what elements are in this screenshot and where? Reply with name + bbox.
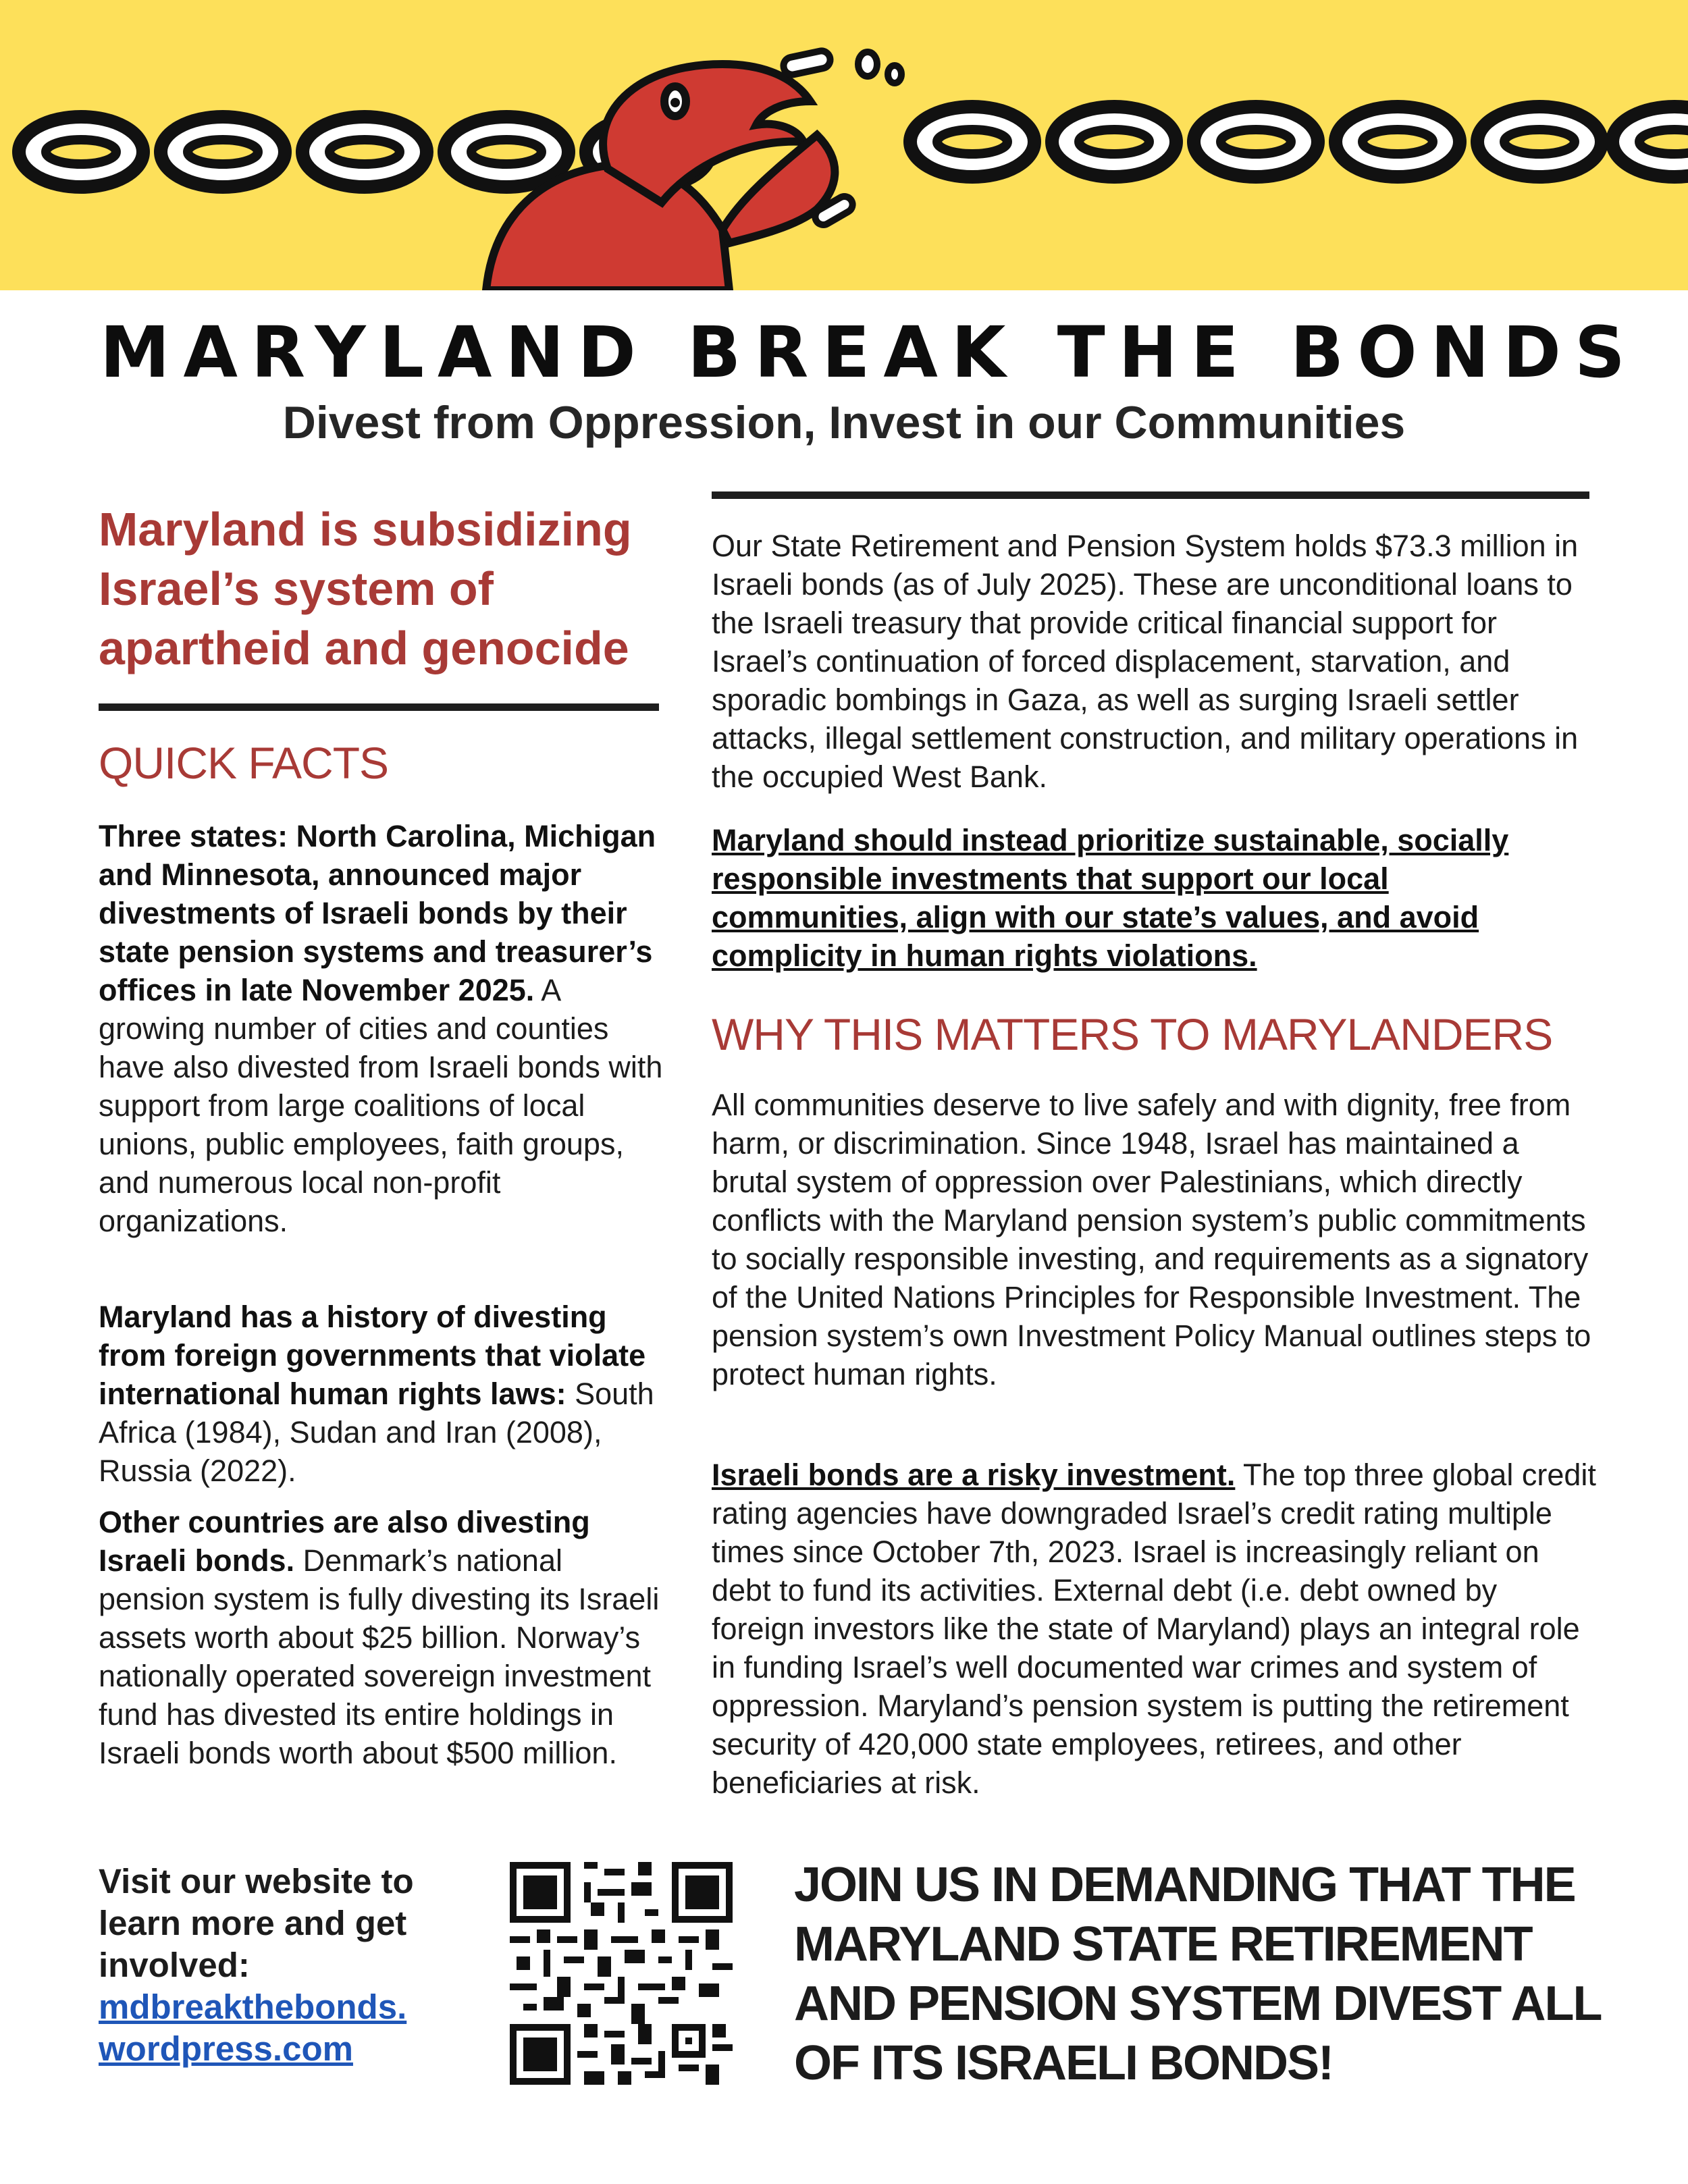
right-divider [712,491,1589,499]
fact-maryland-history [99,1298,672,1490]
fact2-bold: Maryland has a history of divesting from foreign governments that violate international human rights laws: [99,1300,646,1411]
visit-website-text: Visit our website to learn more and get involved: [99,1862,414,1984]
chain-right [910,107,1688,177]
quick-facts-heading: QUICK FACTS [99,738,389,788]
fact2-text: South Africa (1984), Sudan and Iran (2008), Russia (2022). [99,1377,654,1488]
fact1-text: A growing number of cities and counties have also divested from Israeli bonds with support from large coalitions of local unions, public employees, faith groups, and numerous local non-profit organizations. [99,973,663,1238]
risk-lead: Israeli bonds are a risky investment. [712,1458,1236,1492]
recommendation-text: Maryland should instead prioritize sustainable, socially responsible investments that support our local communities, align with our state’s values, and avoid complicity in human rights violations. [712,823,1509,973]
why-matters-paragraph: All communities deserve to live safely and with dignity, free from harm, or discrimination. Since 1948, Israel has maintained a brutal system of oppression over Palestinians, which directly conflicts with the Maryland pension system’s public commitments to socially responsible investing, and requirements as a signatory of the United Nations Principles for Responsible Investment. The pension system’s own Investment Policy Manual outlines steps to protect human rights. [712,1088,1591,1391]
why-matters-heading: WHY THIS MATTERS TO MARYLANDERS [712,1009,1553,1059]
fact3-bold: Other countries are also divesting Israeli bonds. [99,1505,590,1578]
left-divider [99,703,659,711]
website-link-line1[interactable]: mdbreakthebonds. [99,1988,407,2026]
risk-text: The top three global credit rating agencies have downgraded Israel’s credit rating multiple times since October 7th, 2023. Israel is increasingly reliant on debt to fund its activities. External debt (i.e. debt owned by foreign investors like the state of Maryland) plays an integral role in funding Israel’s well documented war crimes and system of oppression. Maryland’s pension system is putting the retirement security of 420,000 state employees, retirees, and other beneficiaries at risk. [712,1458,1596,1800]
header-banner [0,0,1688,290]
recommendation-paragraph [712,821,1583,975]
risk-paragraph [712,1456,1596,1802]
fact1-bold: Three states: North Carolina, Michigan and Minnesota, announced major divestments of Israeli bonds by their state pension systems and treasurer’s offices in late November 2025. [99,819,656,1007]
qr-code[interactable] [510,1862,733,2085]
page-subtitle: Divest from Oppression, Invest in our Communities [282,397,1406,448]
fact-other-countries [99,1503,672,1772]
intro-paragraph: Our State Retirement and Pension System holds $73.3 million in Israeli bonds (as of July 2025). These are unconditional loans to the Israeli treasury that provide critical financial support for Israel’s continuation of forced displacement, starvation, and sporadic bombings in Gaza, as well as surging Israeli settler attacks, illegal settlement construction, and military operations in the occupied West Bank. [712,529,1579,794]
website-link-line2[interactable]: wordpress.com [99,2029,353,2068]
left-headline: Maryland is subsidizing Israel’s system of apartheid and genocide [99,503,632,674]
lobster-chain-illustration [0,0,1688,290]
fact-north-carolina [99,817,672,1240]
page-title: MARYLAND BREAK THE BONDS [100,311,1639,394]
fact3-text: Denmark’s national pension system is fully divesting its Israeli assets worth about $25 billion. Norway’s nationally operated sovereign investment fund has divested its entire holdings in Israeli bonds worth about $500 million. [99,1543,660,1770]
call-to-action: JOIN US IN DEMANDING THAT THE MARYLAND STATE RETIREMENT AND PENSION SYSTEM DIVEST ALL OF ITS ISRAELI BONDS! [794,1858,1601,2090]
